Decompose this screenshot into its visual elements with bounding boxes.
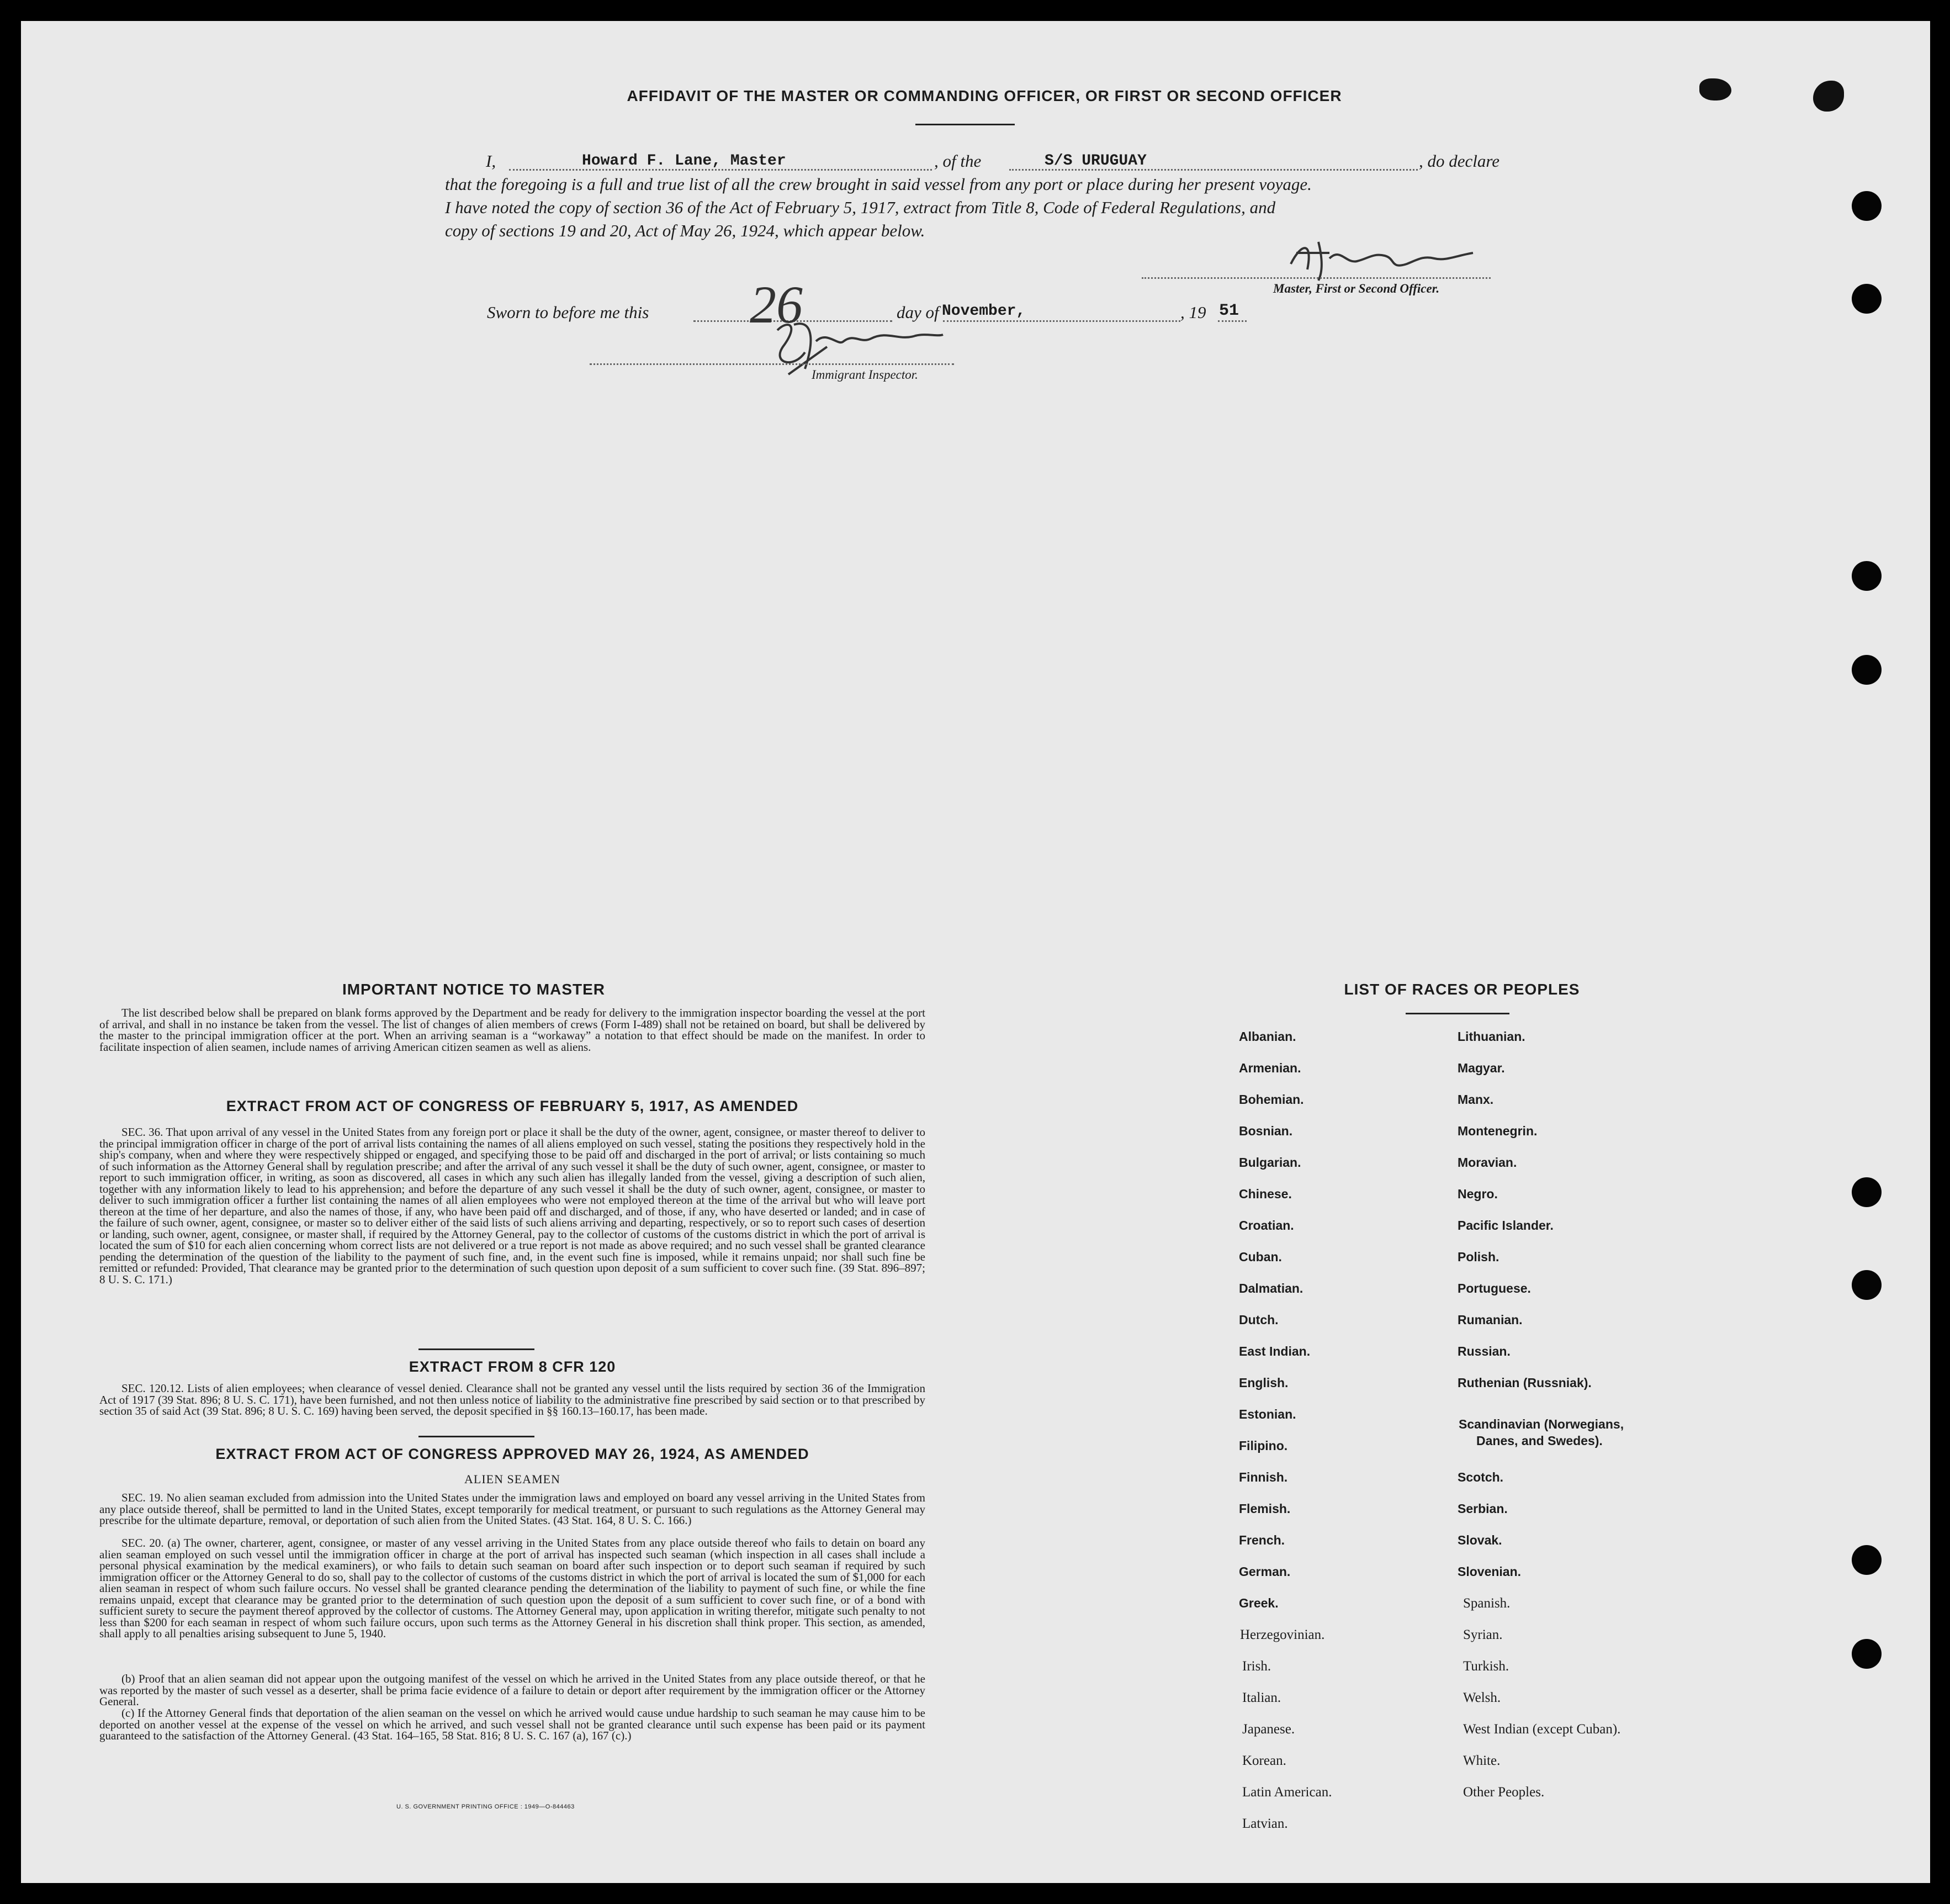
- punch-hole: [1852, 1177, 1882, 1207]
- form-page: [21, 21, 1930, 1883]
- race-item: Polish.: [1458, 1250, 1499, 1264]
- ink-blot: [1813, 81, 1844, 112]
- affidavit-do-declare: , do declare: [1419, 151, 1500, 171]
- race-item: Italian.: [1242, 1690, 1281, 1705]
- affidavit-of-the: , of the: [934, 151, 982, 171]
- race-item: Danes, and Swedes).: [1476, 1434, 1603, 1448]
- affidavit-body-line1: that the foregoing is a full and true list of all the crew brought in said vessel from any port or place during her present voyage.: [445, 174, 1312, 194]
- race-item: Estonian.: [1239, 1407, 1296, 1421]
- punch-hole: [1852, 191, 1882, 221]
- race-item: Moravian.: [1458, 1155, 1517, 1170]
- race-item: German.: [1239, 1564, 1291, 1579]
- race-item: Bohemian.: [1239, 1092, 1304, 1107]
- race-item: Irish.: [1242, 1659, 1271, 1674]
- divider: [1406, 1013, 1509, 1014]
- extract-1924-title: EXTRACT FROM ACT OF CONGRESS APPROVED MAY 26, 1924, AS AMENDED: [215, 1446, 809, 1462]
- race-item: Other Peoples.: [1463, 1785, 1545, 1800]
- race-item: Pacific Islander.: [1458, 1218, 1554, 1233]
- race-item: Turkish.: [1463, 1659, 1509, 1674]
- race-item: Slovenian.: [1458, 1564, 1522, 1579]
- race-item: Manx.: [1458, 1092, 1494, 1107]
- race-item: Albanian.: [1239, 1029, 1296, 1044]
- sworn-month-line: [943, 320, 1180, 322]
- race-item: Slovak.: [1458, 1533, 1502, 1547]
- inspector-caption: Immigrant Inspector.: [812, 368, 918, 382]
- race-item: Portuguese.: [1458, 1281, 1531, 1295]
- day-of-label: day of: [897, 303, 939, 322]
- divider: [915, 124, 1015, 125]
- printer-imprint: U. S. GOVERNMENT PRINTING OFFICE : 1949—O-844463: [396, 1803, 575, 1810]
- extract-1924-subtitle: ALIEN SEAMEN: [464, 1472, 560, 1486]
- race-item: Ruthenian (Russniak).: [1458, 1376, 1592, 1390]
- race-item: Herzegovinian.: [1240, 1627, 1325, 1642]
- race-item: Finnish.: [1239, 1470, 1288, 1484]
- race-item: West Indian (except Cuban).: [1463, 1722, 1621, 1737]
- declarant-name: Howard F. Lane, Master: [582, 152, 786, 170]
- race-item: Greek.: [1239, 1596, 1279, 1610]
- race-item: Flemish.: [1239, 1501, 1291, 1516]
- race-item: East Indian.: [1239, 1344, 1311, 1358]
- notice-title: IMPORTANT NOTICE TO MASTER: [342, 981, 606, 998]
- race-item: Chinese.: [1239, 1187, 1292, 1201]
- extract-1924-para2: SEC. 20. (a) The owner, charterer, agent, consignee, or master of any vessel arriving in the United States from any place outside thereof who fails to detain on board any alien seaman employed on such vessel until the immigration officer in charge at the port of arrival has inspected such seaman (which inspection in all cases shall include a personal physical examination by the medical examiners), or who fails to detain such seaman on board after such inspection or to deport such seaman if required by such immigration officer or the Attorney General to do so, shall pay to the collector of customs of the customs district in which the port of arrival is located the sum of $1,000 for each alien seaman in respect of whom such failure occurs. No vessel shall be granted clearance pending the determination of the liability to payment of such fine, or while the fine remains unpaid, except that clearance may be granted prior to the determination of such question upon the deposit of a sum sufficient to cover such fine, or of a bond with sufficient surety to secure the payment thereof approved by the collector of customs. The Attorney General may, upon application in writing therefor, mitigate such penalty to not less than $200 for each seaman in respect of whom such failure occurs, upon such terms as the Attorney General in his discretion shall think proper. This section, as amended, shall apply to all penalties arising subsequent to June 5, 1940.: [99, 1536, 925, 1640]
- affidavit-body-line2: I have noted the copy of section 36 of the Act of February 5, 1917, extract from Title 8, Code of Federal Regulations, and: [445, 198, 1276, 217]
- race-item: Japanese.: [1242, 1722, 1295, 1737]
- divider: [418, 1436, 534, 1437]
- master-caption: Master, First or Second Officer.: [1273, 282, 1440, 295]
- race-item: Syrian.: [1463, 1627, 1503, 1642]
- extract-1917-title: EXTRACT FROM ACT OF CONGRESS OF FEBRUARY 5, 1917, AS AMENDED: [226, 1098, 799, 1114]
- extract-1924-para4: (c) If the Attorney General finds that deportation of the alien seaman on the vessel on which he arrived would cause undue hardship to such seaman he may cause him to be deported on another vessel at the expense of the vessel on which he arrived, and such vessel shall not be granted clearance until such expense has been paid or its payment guaranteed to the satisfaction of the Attorney General. (43 Stat. 164–165, 58 Stat. 816; 8 U. S. C. 167 (a), 167 (c).): [99, 1706, 925, 1742]
- extract-1924-para3: (b) Proof that an alien seaman did not appear upon the outgoing manifest of the vessel on which he arrived in the United States from any place outside thereof, or that he was reported by the master of such vessel as a deserter, shall be prima facie evidence of a failure to detain or deport after requirement by the immigration officer or the Attorney General.: [99, 1672, 925, 1708]
- race-item: Korean.: [1242, 1753, 1286, 1768]
- inspector-signature-line: [590, 363, 954, 365]
- race-item: English.: [1239, 1376, 1289, 1390]
- sworn-label: Sworn to before me this: [487, 303, 649, 322]
- race-item: Serbian.: [1458, 1501, 1508, 1516]
- race-item: Cuban.: [1239, 1250, 1282, 1264]
- race-item: Dutch.: [1239, 1313, 1279, 1327]
- punch-hole: [1852, 1270, 1882, 1300]
- race-item: Latvian.: [1242, 1816, 1288, 1831]
- race-item: Russian.: [1458, 1344, 1511, 1358]
- sworn-month: November,: [942, 303, 1026, 320]
- ink-blot: [1699, 78, 1731, 101]
- punch-hole: [1852, 284, 1882, 314]
- race-item: Armenian.: [1239, 1061, 1301, 1075]
- race-item: Scotch.: [1458, 1470, 1504, 1484]
- extract-cfr-title: EXTRACT FROM 8 CFR 120: [409, 1358, 616, 1375]
- extract-1917-text: SEC. 36. That upon arrival of any vessel in the United States from any foreign port or place it shall be the duty of the owner, agent, consignee, or master thereof to deliver to the principal immigration officer in charge of the port of arrival lists containing the names of all aliens employed on such vessel, stating the positions they respectively hold in the ship's company, when and where they were respectively shipped or engaged, and specifying those to be paid off and discharged in the port of arrival; or lists containing so much of such information as the Attorney General shall by regulation prescribe; and after the arrival of any such vessel it shall be the duty of such owner, agent, consignee, or master to report to such immigration officer, in writing, as soon as discovered, all cases in which any such alien has illegally landed from the vessel, giving a description of such alien, together with any information likely to lead to his apprehension; and before the departure of any such vessel it shall be the duty of such owner, agent, consignee, or master to deliver to such immigration officer a further list containing the names of all alien employees who were not employed thereon at the time of the arrival but who will leave port thereon at the time of her departure, and also the names of those, if any, who have been paid off and discharged, and of those, if any, who have deserted or landed; and in case of the failure of such owner, agent, consignee, or master so to deliver either of the said lists of such aliens arriving and departing, respectively, or so to report such cases of desertion or landing, such owner, agent, consignee, or master shall, if required by the Attorney General, pay to the collector of customs of the customs district in which the port of arrival is located the sum of $10 for each alien concerning whom correct lists are not delivered or a true report is not made as above required; and no such vessel shall be granted clearance pending the determination of the question of the liability to the payment of such fine, and, in the event such fine is imposed, while it remains unpaid; nor shall such fine be remitted or refunded: Provided, That clearance may be granted prior to the determination of such question upon deposit of a sum sufficient to cover such fine. (39 Stat. 896–897; 8 U. S. C. 171.): [99, 1125, 925, 1286]
- race-item: Negro.: [1458, 1187, 1498, 1201]
- affidavit-body-line3: copy of sections 19 and 20, Act of May 26, 1924, which appear below.: [445, 221, 925, 240]
- race-item: Spanish.: [1463, 1596, 1511, 1611]
- race-item: Magyar.: [1458, 1061, 1505, 1075]
- race-item: Welsh.: [1463, 1690, 1501, 1705]
- races-title: LIST OF RACES OR PEOPLES: [1344, 981, 1580, 998]
- punch-hole: [1852, 561, 1882, 591]
- punch-hole: [1852, 1545, 1882, 1575]
- sworn-day: 26: [750, 275, 803, 334]
- race-item: Dalmatian.: [1239, 1281, 1303, 1295]
- master-signature-line: [1142, 277, 1491, 279]
- race-item: Croatian.: [1239, 1218, 1294, 1233]
- extract-cfr-text: SEC. 120.12. Lists of alien employees; when clearance of vessel denied. Clearance shall not be granted any vessel until the lists required by section 36 of the Immigration Act of 1917 (39 Stat. 896; 8 U. S. C. 171), have been furnished, and not then unless notice of liability to the administrative fine prescribed by said section or to that prescribed by section 35 of said Act (39 Stat. 896; 8 U. S. C. 169) having been served, the deposit specified in §§ 160.13–160.17, has been made.: [99, 1382, 925, 1418]
- vessel-name: S/S URUGUAY: [1045, 152, 1147, 170]
- punch-hole: [1852, 655, 1882, 685]
- notice-text: The list described below shall be prepared on blank forms approved by the Department and be ready for delivery to the immigration inspector boarding the vessel at the port of arrival, and shall in no instance be taken from the vessel. The list of changes of alien members of crews (Form I-489) shall not be retained on board, but shall be delivered by the master to the principal immigration officer at the port. When an arriving seaman is a “workaway” a notation to that effect should be made on the manifest. In order to facilitate inspection of alien seamen, include names of arriving American citizen seamen as well as aliens.: [99, 1006, 925, 1054]
- punch-hole: [1852, 1639, 1882, 1669]
- affidavit-title: AFFIDAVIT OF THE MASTER OR COMMANDING OFFICER, OR FIRST OR SECOND OFFICER: [627, 87, 1342, 104]
- race-item: Bulgarian.: [1239, 1155, 1301, 1170]
- year-line: [1218, 320, 1247, 322]
- year-suffix: 51: [1219, 302, 1239, 320]
- race-item: Filipino.: [1239, 1438, 1288, 1453]
- race-item: Rumanian.: [1458, 1313, 1523, 1327]
- race-item: Bosnian.: [1239, 1124, 1293, 1138]
- year-prefix: , 19: [1180, 303, 1206, 322]
- race-item: Scandinavian (Norwegians,: [1459, 1417, 1624, 1431]
- race-item: White.: [1463, 1753, 1501, 1768]
- affidavit-lead-in: I,: [486, 151, 496, 171]
- extract-1924-para1: SEC. 19. No alien seaman excluded from admission into the United States under the immigration laws and employed on board any vessel arriving in the United States from any place outside thereof, shall be permitted to land in the United States, except temporarily for medical treatment, or pursuant to such regulations as the Attorney General may prescribe for the ultimate departure, removal, or deportation of such alien from the United States. (43 Stat. 164, 8 U. S. C. 166.): [99, 1491, 925, 1527]
- divider: [418, 1348, 534, 1350]
- race-item: Latin American.: [1242, 1785, 1332, 1800]
- race-item: Montenegrin.: [1458, 1124, 1538, 1138]
- race-item: Lithuanian.: [1458, 1029, 1525, 1044]
- race-item: French.: [1239, 1533, 1285, 1547]
